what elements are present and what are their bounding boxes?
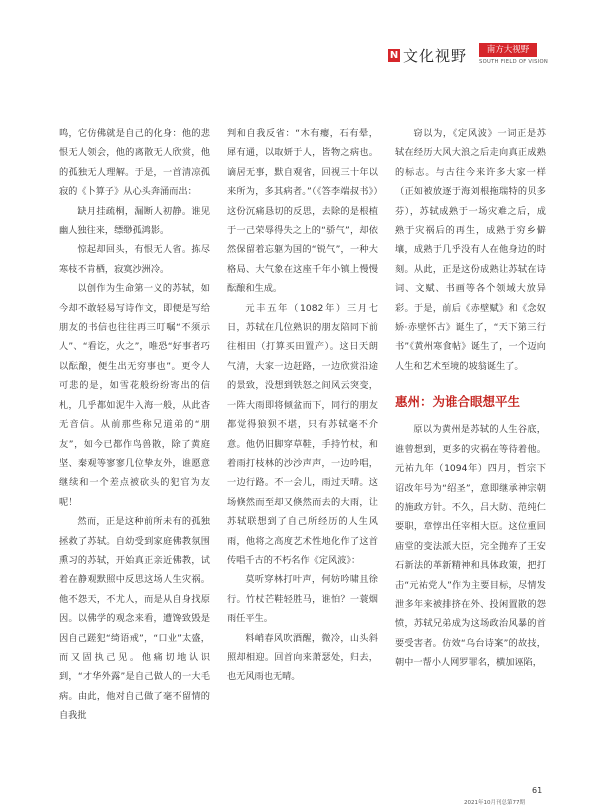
text-column-2: [227, 124, 378, 687]
body-paragraph: 惊起却回头，有恨无人省。拣尽寒枝不肯栖，寂寞沙洲冷。: [59, 244, 210, 275]
body-paragraph: 以创作为生命第一义的苏轼，如今却不敢轻易写诗作文，即便是写给朋友的书信也往往再三叮嘱“不须示人”、“看讫，火之”，唯恐“好事者巧以酝酿，便生出无穷事也”。更令人可悲的是，如雪花般纷纷寄出的信札，几乎都如泥牛入海一般，从此杳无音信。从前那些称兄道弟的“朋友”，如今已都作鸟兽散，除了黄庭坚、秦观等寥寥几位挚友外，谁愿意继续和一个差点被砍头的犯官为友呢！: [59, 283, 210, 508]
page-number: 61: [532, 786, 543, 795]
magazine-logo-icon: N: [389, 50, 399, 61]
body-paragraph: 原以为黄州是苏轼的人生谷底，谁曾想到，更多的灾祸在等待着他。元祐九年（1094年）四月，哲宗下诏改年号为“绍圣”，意即继承神宗朝的施政方针。不久，吕大防、范纯仁要职，章惇出任宰相大臣。这位重回庙堂的变法派大臣，完全抛弃了王安石新法的革新精神和具体政策，把打击“元祐党人”作为主要目标，尽情发泄多年来被排挤在外、投闲置散的怨愤，苏轼兄弟成为这场政治风暴的首要受害者。仿效“乌台诗案”的故技，朝中一帮小人网罗罪名，横加诬陷，: [395, 424, 546, 669]
body-paragraph: 料峭春风吹酒醒，微冷，山头斜照却相迎。回首向来萧瑟处，归去，也无风雨也无晴。: [227, 632, 378, 683]
text-column-3: [395, 124, 546, 673]
body-paragraph: 缺月挂疏桐，漏断人初静。谁见幽人独往来，缥缈孤鸿影。: [59, 205, 210, 237]
text-column-1: [59, 124, 210, 726]
section-title: 文化视野: [403, 47, 468, 65]
issue-info: 2021年10月刊总第77期: [464, 800, 525, 806]
body-paragraph: 然而，正是这种前所未有的孤独拯救了苏轼。自幼受到家庭佛教氛围熏习的苏轼，开始真正亲近佛教，试着在静观默照中反思这场人生灾祸。他不怨天，不尤人，而是从自身找原因。以佛学的观念来看，遭馋致毁是因自己蹉犯“绮语戒”，“口业”太盛，而又固执己见。他痛切地认识到，“才华外露”是自己做人的一大毛病。由此，他对自己做了毫不留情的自我批: [59, 516, 210, 722]
section-header: [384, 40, 554, 70]
column-badge-subtitle: SOUTH FIELD OF VISION: [479, 59, 549, 65]
body-paragraph: 鸣，它仿佛就是自己的化身：他的悲恨无人领会，他的离散无人欣赏，他的孤独无人理解。于是，一首清凉孤寂的《卜算子》从心头奔涌而出：: [59, 128, 210, 198]
body-paragraph: 判和自我反省：“木有瘿，石有晕，犀有通，以取妍于人，皆物之病也。谪居无事，默自观省，回视三十年以来所为，多其病者。”（《答李端叔书》）这份沉痛恳切的反思，去除的是根植于一己荣辱得失之上的“骄气”，却依然保留着忘躯为国的“锐气”，一种大格局、大气象在这座千年小镇上慢慢酝酿和生成。: [227, 128, 378, 295]
body-paragraph: 元丰五年（1082年）三月七日，苏轼在几位熟识的朋友陪同下前往相田（打算买田置产）。这日天朗气清，大家一边赶路，一边欣赏沿途的景致，没想到铁怒之间风云突变，一阵大雨即将倾盆而下，同行的朋友都觉得狼狈不堪，只有苏轼毫不介意。他仍旧脚穿草鞋，手持竹杖，和着雨打枝林的沙沙声声，一边吟唱，一边行路。不一会儿，雨过天晴。这场倏然而至却又倏然而去的大雨，让苏轼联想到了自己所经历的人生风雨，他将之高度艺术性地化作了这首传唱千古的不朽名作《定风波》：: [227, 302, 378, 566]
section-subheading: 惠州：为谁合眼想平生: [395, 394, 521, 410]
column-badge: 南方大视野: [479, 43, 537, 57]
body-paragraph: 莫听穿林打叶声，何妨吟啸且徐行。竹杖芒鞋轻胜马，谁怕？一蓑烟雨任平生。: [227, 574, 378, 625]
body-paragraph: 窃以为，《定风波》一词正是苏轼在经历大风大浪之后走向真正成熟的标志。与古往今来许多大家一样（正如被放逐于海刘根拖瑞特的贝多芬），苏轼成熟于一场灾难之后，成熟于灾祸后的再生，成熟于穷乡僻壤，成熟于几乎没有人在他身边的时刻。从此，正是这份成熟让苏轼在诗词、文赋、书画等各个领域大放异彩。于是，前后《赤壁赋》和《念奴娇·赤壁怀古》诞生了，“天下第三行书”《黄州寒食帖》诞生了，一个迈向人生和艺术至境的坡翁诞生了。: [395, 128, 546, 372]
